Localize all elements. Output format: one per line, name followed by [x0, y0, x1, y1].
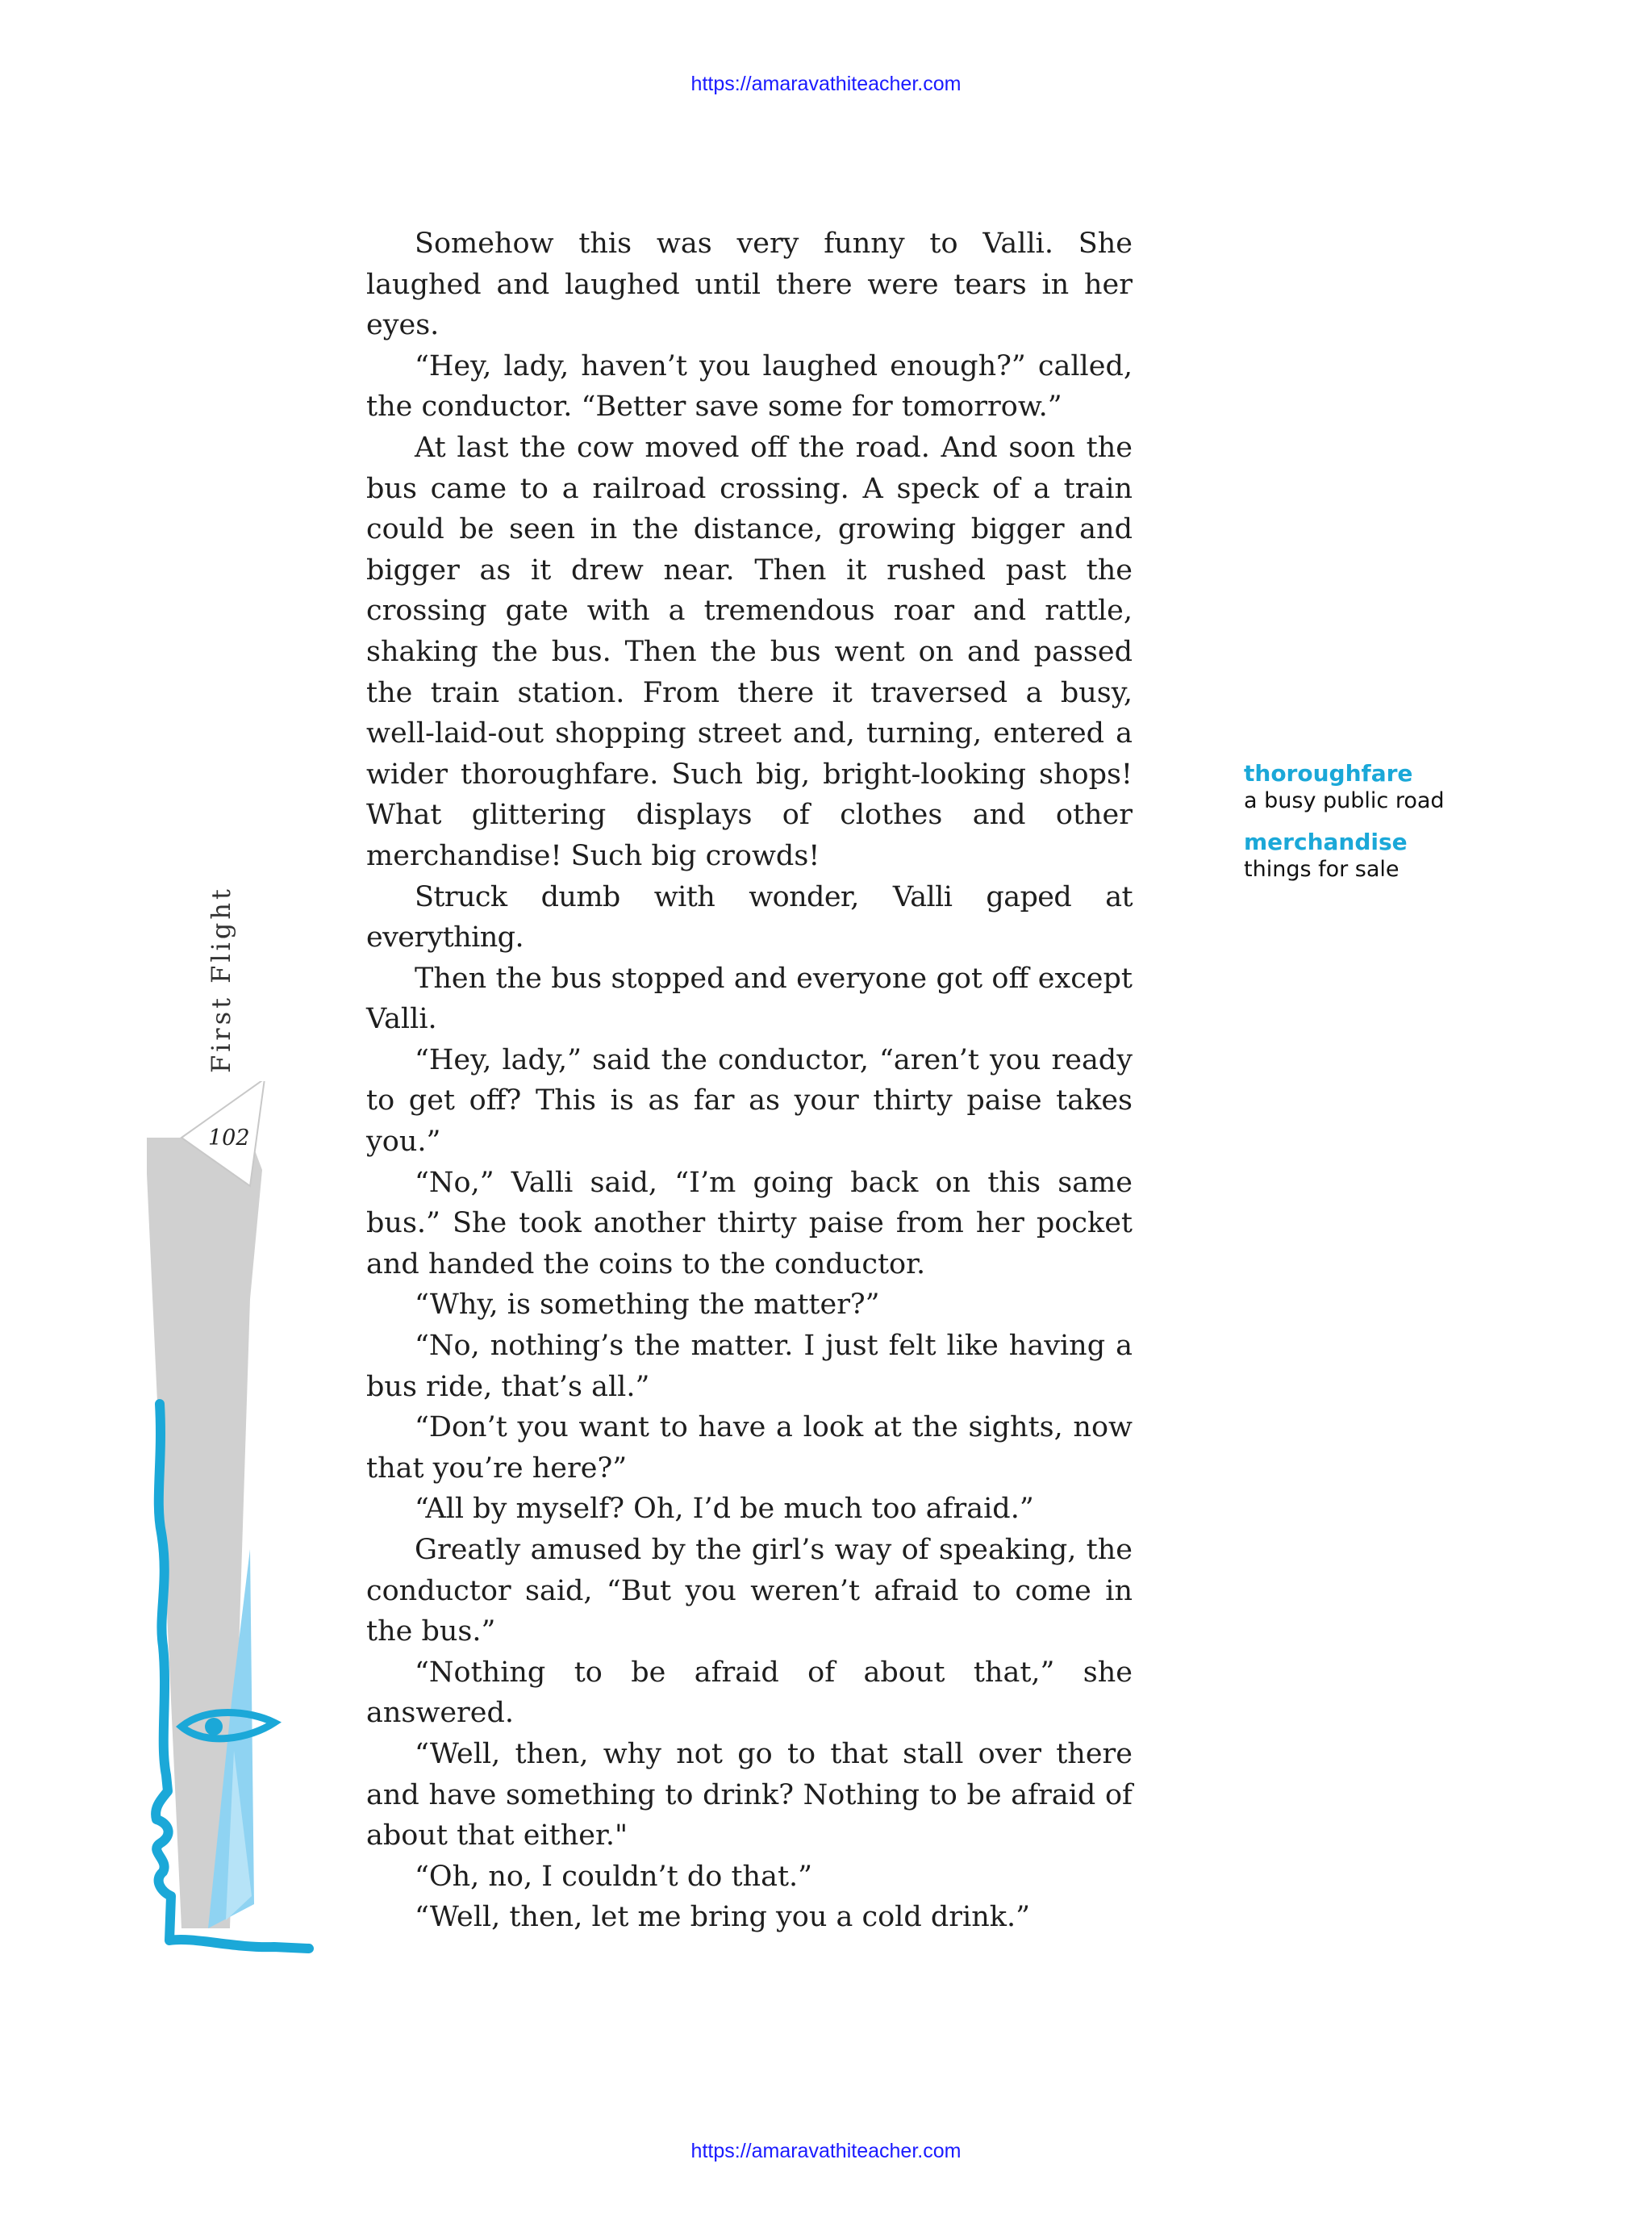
header-url-link[interactable]: https://amaravathiteacher.com — [690, 73, 962, 95]
paragraph: Greatly amused by the girl’s way of speaking, the conductor said, “But you weren’t afraid to come in the bus.” — [366, 1534, 1133, 1648]
paragraph: “Oh, no, I couldn’t do that.” — [415, 1860, 813, 1893]
glossary-entry — [1244, 760, 1510, 814]
story-text — [366, 223, 1133, 1938]
glossary-term: merchandise — [1244, 829, 1408, 855]
paragraph: “Don’t you want to have a look at the sights, now that you’re here?” — [366, 1411, 1133, 1485]
glossary-sidebar — [1244, 760, 1510, 897]
paragraph: “No,” Valli said, “I’m going back on this same bus.” She took another thirty paise from her pocket and handed the coins to the conductor. — [366, 1166, 1133, 1280]
paragraph: “Nothing to be afraid of about that,” she answered. — [366, 1656, 1133, 1730]
paragraph: Somehow this was very funny to Valli. She laughed and laughed until there were tears in her eyes. — [366, 228, 1133, 342]
glossary-definition: a busy public road — [1244, 788, 1445, 813]
paragraph: Struck dumb with wonder, Valli gaped at everything. — [366, 880, 1133, 954]
margin-face-illustration — [137, 1081, 323, 1969]
footer-url-link[interactable]: https://amaravathiteacher.com — [690, 2140, 962, 2162]
paragraph: “No, nothing’s the matter. I just felt like having a bus ride, that’s all.” — [366, 1330, 1133, 1403]
glossary-entry — [1244, 829, 1510, 883]
paragraph: “Why, is something the matter?” — [415, 1289, 880, 1322]
paragraph: At last the cow moved off the road. And soon the bus came to a railroad crossing. A speck of a train could be seen in the distance, growing bigger and bigger as it drew near. Then it rushed past the crossing gate with a tremendous roar and rattle, shaking the bus. Then the bus went on and passed the train station. From there it traversed a busy, well-laid-out shopping street and, turning, entered a wider thoroughfare. Such big, bright-looking shops! What glittering displays of clothes and other merchandise! Such big crowds! — [366, 431, 1133, 872]
paragraph: Then the bus stopped and everyone got off except Valli. — [366, 962, 1133, 1036]
glossary-definition: things for sale — [1244, 857, 1400, 882]
paragraph: “Hey, lady,” said the conductor, “aren’t you ready to get off? This is as far as your thirty paise takes you.” — [366, 1043, 1133, 1159]
paragraph: “Well, then, let me bring you a cold drink.” — [415, 1901, 1030, 1934]
paragraph: “All by myself? Oh, I’d be much too afraid.” — [415, 1493, 1034, 1526]
book-title-vertical: First Flight — [206, 886, 236, 1073]
page-number: 102 — [208, 1126, 250, 1151]
paragraph: “Well, then, why not go to that stall over there and have something to drink? Nothing to be afraid of about that either." — [366, 1737, 1133, 1853]
eye-pupil — [205, 1718, 223, 1736]
glossary-term: thoroughfare — [1244, 760, 1413, 787]
paragraph: “Hey, lady, haven’t you laughed enough?” called, the conductor. “Better save some for tomorrow.” — [366, 349, 1133, 424]
